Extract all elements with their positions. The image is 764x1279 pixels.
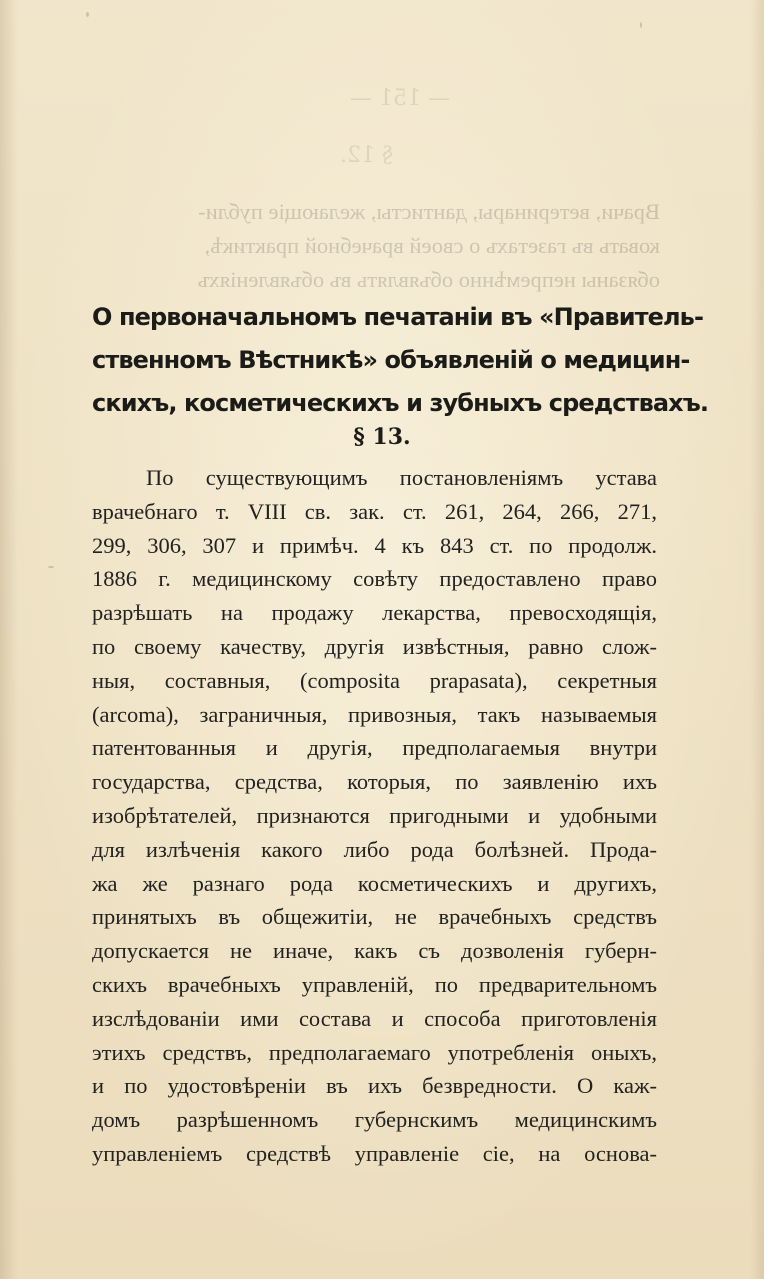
page-edge-shadow-right	[750, 0, 764, 1279]
paper-spot	[86, 12, 89, 17]
text-line: (arcoma), заграничныя, привозныя, такъ называемыя	[92, 701, 657, 727]
article-title	[92, 296, 709, 425]
text-line: изслѣдованіи ими состава и способа приготовленія	[92, 1005, 657, 1031]
text-line: По существующимъ постановленіямъ устава	[146, 465, 657, 490]
text-line: 299, 306, 307 и примѣч. 4 къ 843 ст. по продолж.	[92, 532, 657, 558]
text-line: 1886 г. медицинскому совѣту предоставлено право	[92, 566, 657, 592]
text-line: и по удостовѣреніи въ ихъ безвредности. О каж-	[92, 1073, 657, 1099]
body-text	[92, 461, 657, 1171]
text-line: домъ разрѣшенномъ губернскимъ медицинскимъ	[92, 1107, 657, 1133]
title-line: О первоначальномъ печатаніи въ «Правитель-	[92, 303, 704, 331]
paper-spot	[640, 22, 642, 28]
text-line: ныя, составныя, (composita prapasata), секретныя	[92, 667, 657, 693]
text-line: врачебнаго т. VIII св. зак. ст. 261, 264, 266, 271,	[92, 498, 657, 524]
text-line: государства, средства, которыя, по заявленію ихъ	[92, 769, 657, 795]
section-number: § 13.	[353, 424, 411, 450]
page-edge-shadow-left	[0, 0, 18, 1279]
text-line: принятыхъ въ общежитіи, не врачебныхъ средствъ	[92, 904, 657, 930]
bleed-through-mark: — 151 —	[350, 86, 450, 111]
bleed-through-mark: § 12.	[340, 143, 393, 168]
text-line: этихъ средствъ, предполагаемаго употребленія оныхъ,	[92, 1039, 657, 1065]
text-line: скихъ врачебныхъ управленій, по предварительномъ	[92, 971, 657, 997]
text-line: изобрѣтателей, признаются пригодными и удобными	[92, 802, 657, 828]
title-line: скихъ, косметическихъ и зубныхъ средствахъ.	[92, 389, 709, 417]
text-line: жа же разнаго рода косметическихъ и другихъ,	[92, 870, 657, 896]
text-line: управленіемъ средствѣ управленіе сіе, на основа-	[92, 1140, 657, 1166]
title-line: ственномъ Вѣстникѣ» объявленій о медицин-	[92, 346, 690, 374]
text-line: для излѣченія какого либо рода болѣзней. Прода-	[92, 836, 657, 862]
text-line: по своему качеству, другія извѣстныя, равно слож-	[92, 633, 657, 659]
text-line: разрѣшать на продажу лекарства, превосходящія,	[92, 600, 657, 626]
paper-spot	[48, 566, 54, 568]
text-line: патентованныя и другія, предполагаемыя внутри	[92, 735, 657, 761]
text-line: допускается не иначе, какъ съ дозволенія губерн-	[92, 938, 657, 964]
bleed-through-mark: Врачи, ветеринары, дантисты, желающіе публи- ковать въ газетахъ о своей врачебной практикѣ, обязаны непремѣнно объявлять въ объявленіяхъ	[197, 199, 660, 292]
